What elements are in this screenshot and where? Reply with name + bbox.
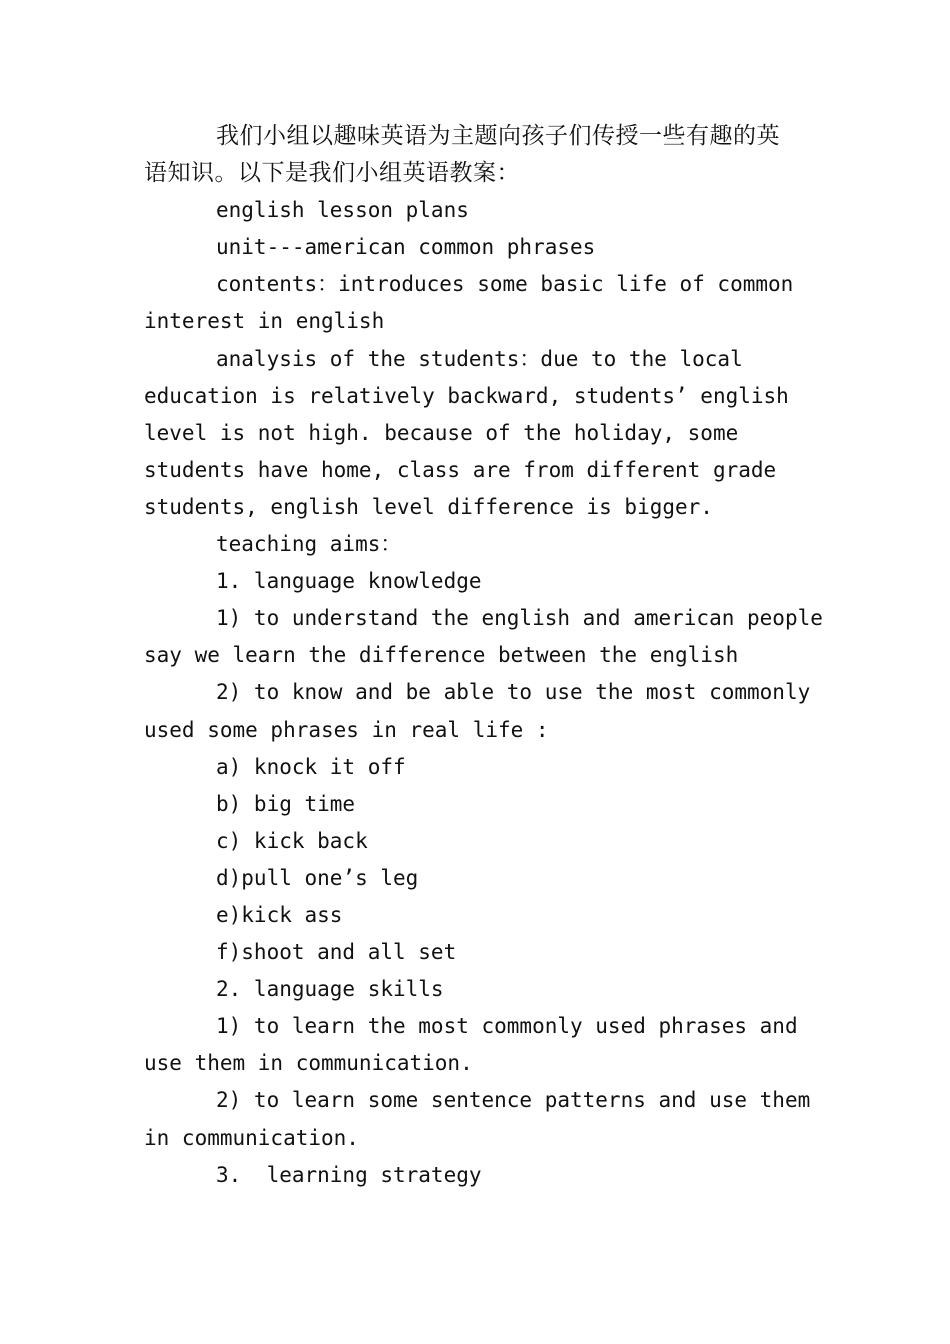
- text-line: 1) to learn the most commonly used phrases and: [216, 1014, 798, 1039]
- text-line: a) knock it off: [216, 754, 406, 779]
- text-line: use them in communication.: [144, 1051, 473, 1076]
- text-line: used some phrases in real life :: [144, 717, 549, 742]
- document-body: [144, 118, 823, 1194]
- text-line: 2) to learn some sentence patterns and use them: [216, 1088, 811, 1113]
- text-line: 2. language skills: [216, 977, 444, 1002]
- text-line: 语知识。以下是我们小组英语教案：: [144, 160, 520, 187]
- text-line: students, english level difference is bigger.: [144, 494, 713, 519]
- text-line: teaching aims：: [216, 532, 402, 557]
- text-line: 3. learning strategy: [216, 1162, 482, 1187]
- text-line: 1) to understand the english and american people: [216, 606, 823, 631]
- text-line: unit---american common phrases: [216, 235, 596, 260]
- text-line: b) big time: [216, 791, 356, 816]
- text-line: 1. language knowledge: [216, 569, 482, 594]
- text-line: students have home, class are from different grade: [144, 457, 777, 482]
- text-line: education is relatively backward, students’ english: [144, 383, 789, 408]
- text-line: english lesson plans: [216, 198, 469, 223]
- text-line: c) kick back: [216, 828, 368, 853]
- text-line: interest in english: [144, 309, 385, 334]
- text-line: in communication.: [144, 1125, 359, 1150]
- text-line: level is not high. because of the holiday, some: [144, 420, 739, 445]
- text-line: analysis of the students：due to the local: [216, 346, 743, 371]
- text-line: e)kick ass: [216, 902, 343, 927]
- text-line: contents：introduces some basic life of common: [216, 272, 794, 297]
- text-line: 2) to know and be able to use the most commonly: [216, 680, 811, 705]
- text-line: f)shoot and all set: [216, 940, 457, 965]
- text-line: say we learn the difference between the english: [144, 643, 739, 668]
- text-line: d)pull one’s leg: [216, 865, 419, 890]
- text-line: 我们小组以趣味英语为主题向孩子们传授一些有趣的英: [216, 123, 780, 149]
